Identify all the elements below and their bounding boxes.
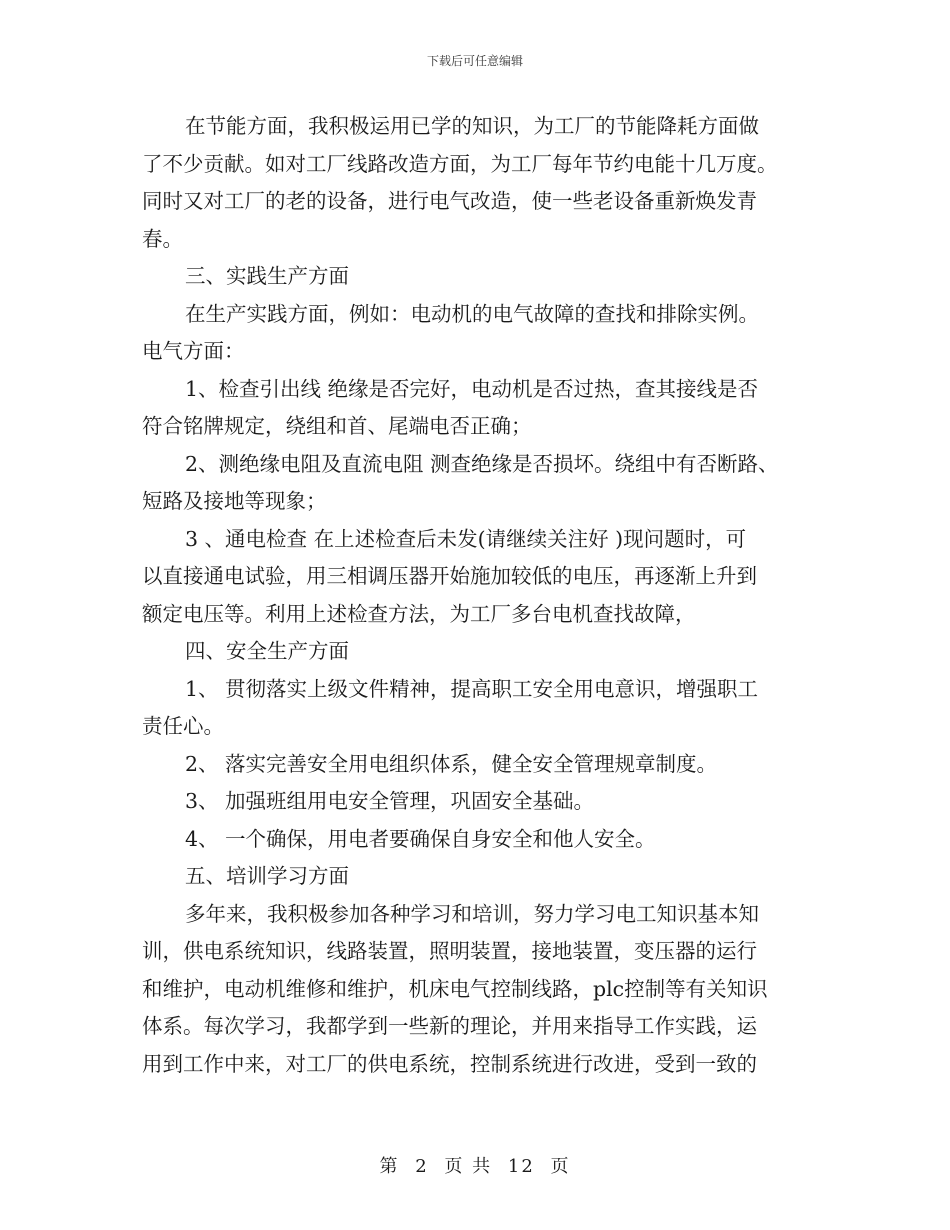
text-line: 三、实践生产方面 — [185, 264, 349, 288]
text-line: 以直接通电试验，用三相调压器开始施加较低的电压，再逐渐上升到 — [142, 564, 757, 588]
text-line: 在生产实践方面，例如：电动机的电气故障的查找和排除实例。 — [185, 301, 759, 326]
text-line: 体系。每次学习，我都学到一些新的理论，并用来指导工作实践，运 — [142, 1014, 757, 1038]
text-line: 五、培训学习方面 — [185, 864, 349, 888]
page-header: 下载后可任意编辑 — [426, 54, 523, 68]
text-line: 短路及接地等现象； — [142, 489, 327, 513]
footer-page-number: 2 — [415, 1156, 429, 1177]
page-footer — [0, 1152, 950, 1178]
text-line: 1、 贯彻落实上级文件精神，提高职工安全用电意识，增强职工 — [185, 676, 759, 701]
text-line: 在节能方面，我积极运用已学的知识，为工厂的节能降耗方面做 — [185, 114, 759, 138]
document-body — [142, 108, 822, 1083]
text-line: 用到工作中来，对工厂的供电系统，控制系统进行改进，受到一致的 — [142, 1051, 757, 1076]
footer-middle: 页 共 — [444, 1156, 493, 1177]
text-line: 4、 一个确保，用电者要确保自身安全和他人安全。 — [185, 826, 656, 851]
text-line: 额定电压等。利用上述检查方法，为工厂多台电机查找故障， — [142, 601, 696, 626]
text-line: 电气方面： — [142, 339, 245, 363]
footer-suffix: 页 — [550, 1156, 571, 1177]
text-line: 训，供电系统知识，线路装置，照明装置，接地装置，变压器的运行 — [142, 939, 757, 963]
text-line: 多年来，我积极参加各种学习和培训，努力学习电工知识基本知 — [185, 901, 759, 926]
text-line: 责任心。 — [142, 714, 224, 738]
text-line: 春。 — [142, 226, 183, 251]
text-line: 3 、通电检查 在上述检查后未发(请继续关注好 )现问题时，可 — [185, 526, 747, 551]
text-line: 符合铭牌规定，绕组和首、尾端电否正确； — [142, 414, 532, 438]
footer-prefix: 第 — [379, 1156, 400, 1177]
text-line: 2、 落实完善安全用电组织体系，健全安全管理规章制度。 — [185, 751, 718, 776]
text-line: 同时又对工厂的老的设备，进行电气改造，使一些老设备重新焕发青 — [142, 189, 757, 213]
text-line: 了不少贡献。如对工厂线路改造方面，为工厂每年节约电能十几万度。 — [142, 151, 778, 176]
text-line: 四、安全生产方面 — [185, 639, 349, 663]
text-line: 3、 加强班组用电安全管理，巩固安全基础。 — [185, 789, 595, 813]
text-line: 1、检查引出线 绝缘是否完好，电动机是否过热，查其接线是否 — [185, 376, 759, 401]
footer-total-pages: 12 — [507, 1156, 535, 1177]
text-line: 和维护，电动机维修和维护，机床电气控制线路，plc控制等有关知识 — [142, 976, 768, 1001]
text-line: 2、测绝缘电阻及直流电阻 测查绝缘是否损坏。绕组中有否断路、 — [185, 451, 779, 476]
